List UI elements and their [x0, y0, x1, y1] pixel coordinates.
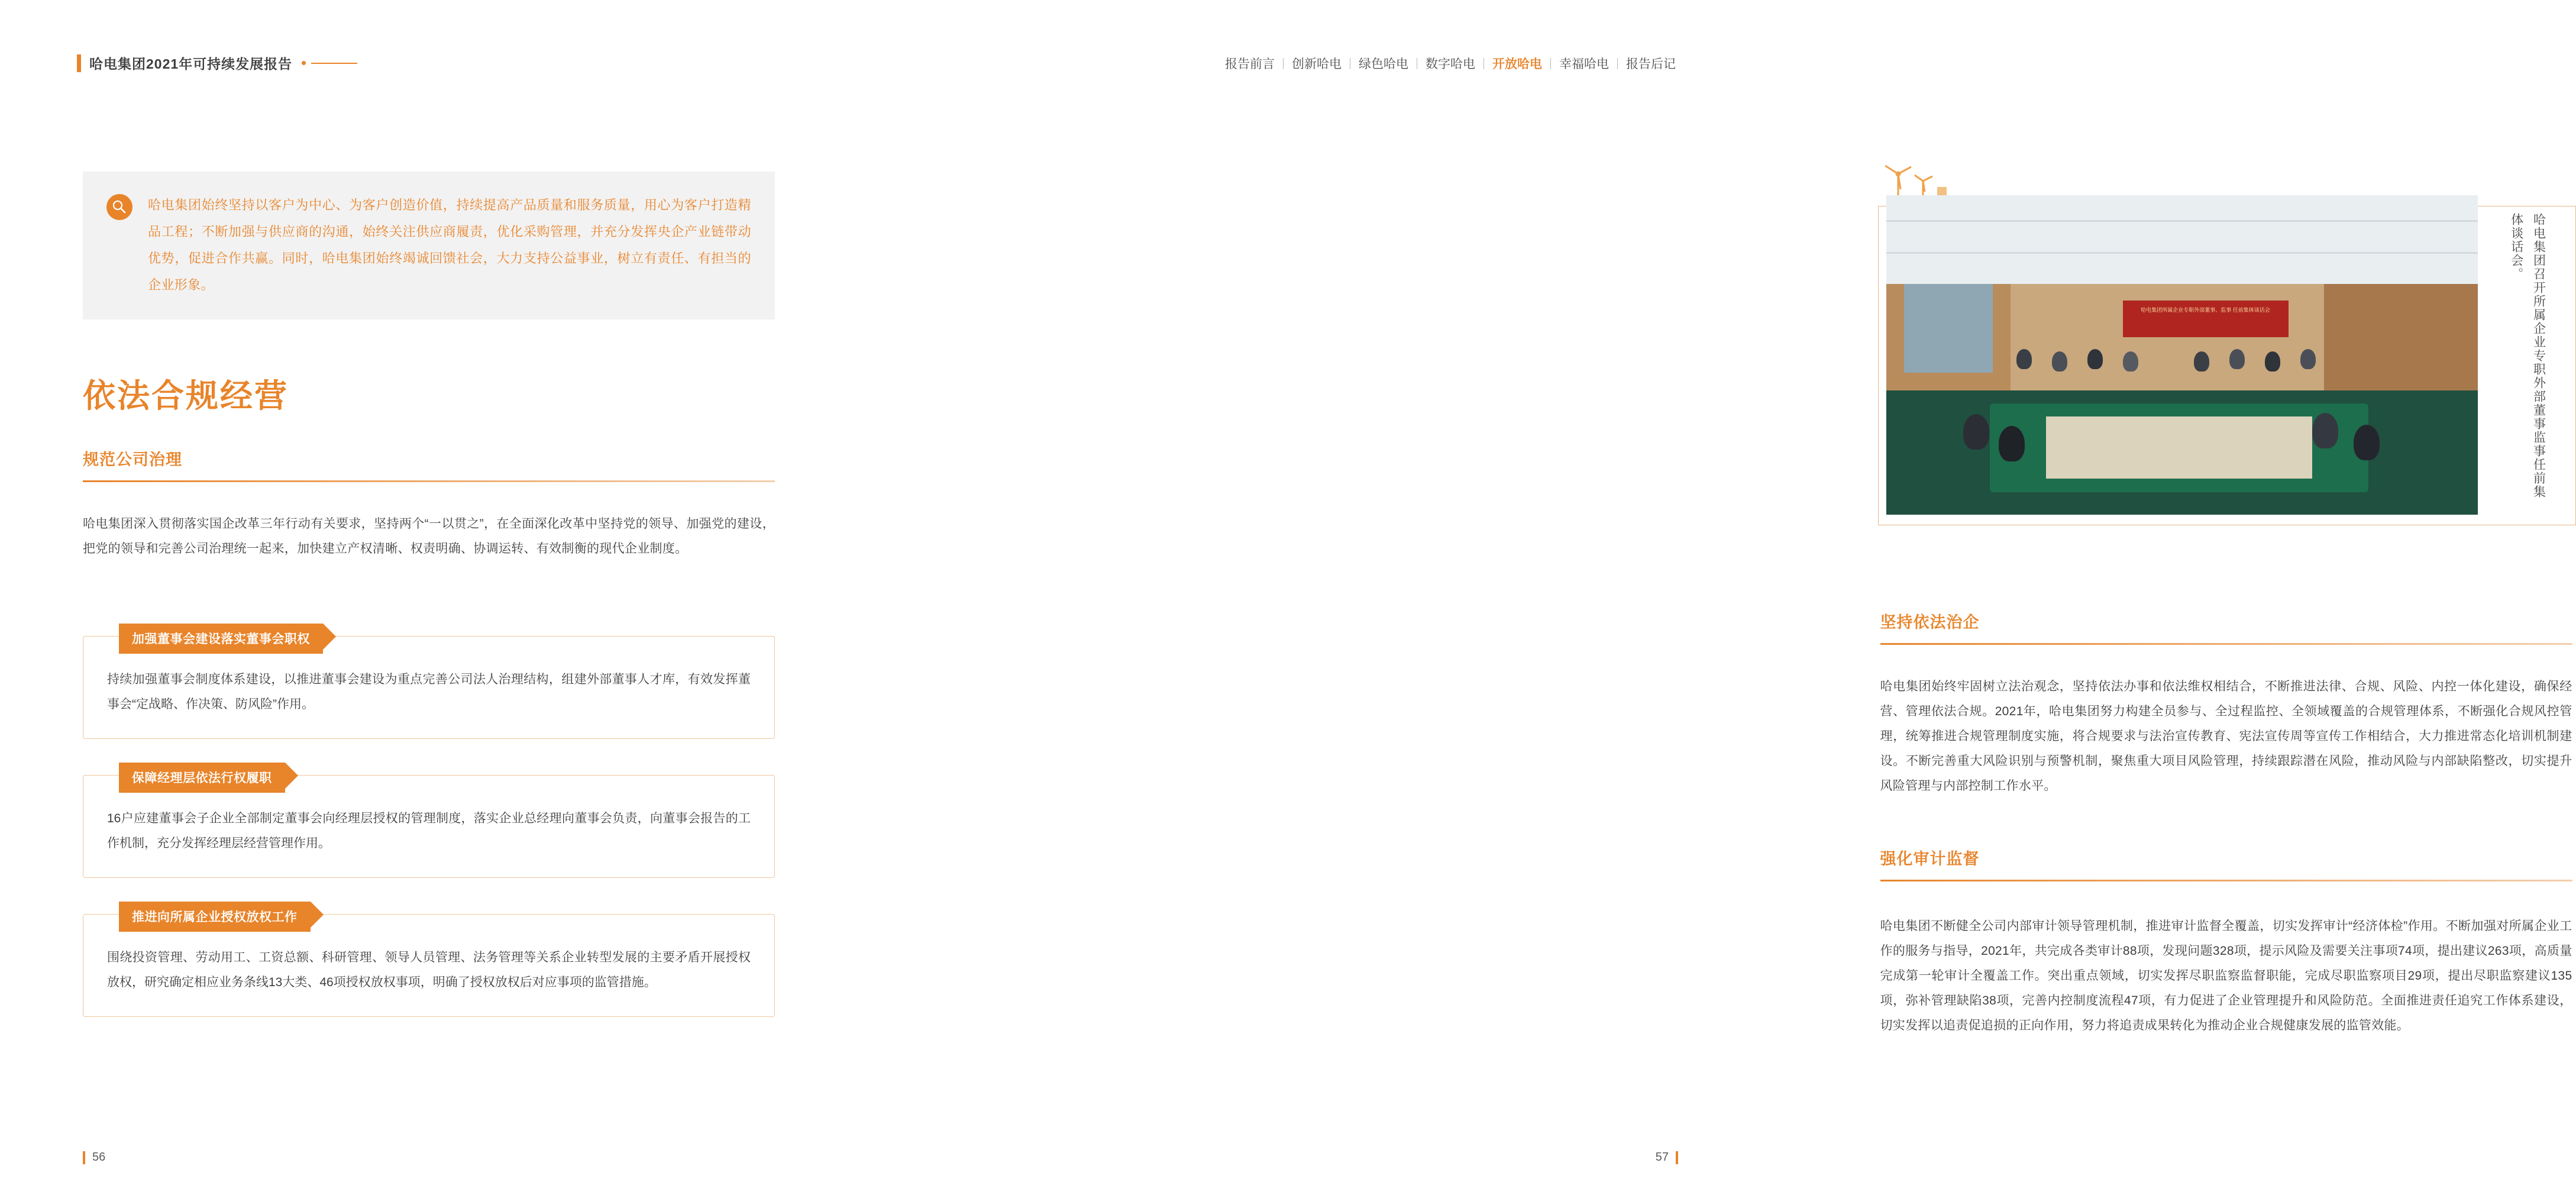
rule-of-law-paragraph: 哈电集团始终牢固树立法治观念，坚持依法办事和依法维权相结合，不断推进法律、合规、风险、内控一体化建设，确保经营、管理依法合规。2021年，哈电集团努力构建全员参与、全过程监控、全领域覆盖的合规管理体系，不断强化合规风控管理，统筹推进合规管理制度实施，将合规要求与法治宣传教育、宪法宣传周等宣传工作相结合，大力推进常态化培训机制建设。不断完善重大风险识别与预警机制，聚焦重大项目风险管理，持续跟踪潜在风险，推动风险与内部缺陷整改，切实提升风险管理与内部控制工作水平。: [1880, 680, 2572, 793]
photo-ceiling-line: [1886, 220, 2478, 222]
section-nav: [1217, 54, 1684, 72]
heading-rule: [1880, 643, 2572, 645]
heading-rule: [1880, 880, 2572, 881]
report-title: 哈电集团2021年可持续发展报告: [89, 56, 293, 72]
section-heading-text: 规范公司治理: [83, 451, 182, 469]
section-heading-rule-of-law: [1880, 609, 2572, 645]
meeting-photo: [1886, 195, 2478, 515]
nav-item-innovation[interactable]: 创新哈电: [1292, 57, 1342, 71]
photo-window: [1904, 284, 1993, 373]
card-tag: 加强董事会建设落实董事会职权: [119, 624, 323, 654]
audit-paragraph: 哈电集团不断健全公司内部审计领导管理机制，推进审计监督全覆盖，切实发挥审计“经济体检”作用。不断加强对所属企业工作的服务与指导，2021年，共完成各类审计88项，发现问题328项，提示风险及需要关注事项74项，提出建议263项，高质量完成第一轮审计全覆盖工作。突出重点领域，切实发挥尽职监察监督职能，完成尽职监察项目29项，提出尽职监察建议135项，弥补管理缺陷38项，完善内控制度流程47项，有力促进了企业管理提升和风险防范。全面推进责任追究工作体系建设，切实发挥以追责促追损的正向作用，努力将追责成果转化为推动企业合规健康发展的监管效能。: [1880, 919, 2572, 1032]
dash-icon: [311, 63, 357, 64]
header-brand: [77, 53, 357, 73]
nav-item-happiness[interactable]: 幸福哈电: [1559, 57, 1609, 71]
photo-banner-text: 哈电集团所属企业专职外部董事、监事 任前集体谈话会: [2141, 307, 2270, 313]
folio-number: 56: [92, 1151, 106, 1164]
governance-paragraph: 哈电集团深入贯彻落实国企改革三年行动有关要求，坚持两个“一以贯之”，在全面深化改革中坚持党的领导、加强党的建设，把党的领导和完善公司治理统一起来，加快建立产权清晰、权责明确、协调运转、有效制衡的现代企业制度。: [83, 517, 775, 555]
section-heading-governance: [83, 447, 775, 482]
right-page: [881, 0, 2572, 1195]
info-card: [83, 771, 775, 878]
nav-item-preface[interactable]: 报告前言: [1225, 57, 1275, 71]
card-text: 围绕投资管理、劳动用工、工资总额、科研管理、领导人员管理、法务管理等关系企业转型发展的主要矛盾开展授权放权，研究确定相应业务条线13大类、46项授权放权事项，明确了授权放权后对应事项的监管措施。: [107, 951, 751, 989]
section-heading-text: 坚持依法治企: [1880, 613, 1980, 631]
header-accent-bar: [77, 54, 81, 72]
card-tag: 保障经理层依法行权履职: [119, 763, 285, 793]
header-dots-decoration: [302, 61, 357, 65]
photo-banner: [2123, 301, 2289, 337]
photo-caption: 哈电集团召开所属企业专职外部董事监事任前集体谈话会。: [2509, 213, 2546, 499]
card-text: 持续加强董事会制度体系建设，以推进董事会建设为重点完善公司法人治理结构，组建外部董事人才库，有效发挥董事会“定战略、作决策、防风险”作用。: [107, 673, 751, 711]
heading-rule: [83, 480, 775, 482]
section-heading-audit: [1880, 846, 2572, 881]
folio-bar: [1676, 1151, 1678, 1164]
nav-item-open[interactable]: 开放哈电: [1492, 57, 1542, 71]
page-title: 依法合规经营: [83, 377, 289, 414]
page-number-left: [83, 1151, 105, 1164]
info-card: [83, 910, 775, 1017]
info-card: [83, 632, 775, 739]
nav-item-digital[interactable]: 数字哈电: [1426, 57, 1475, 71]
left-page: [0, 0, 881, 1195]
photo-ceiling: [1886, 195, 2478, 284]
callout-box: [83, 172, 775, 319]
photo-attendees-back: [2005, 343, 2360, 385]
section-heading-text: 强化审计监督: [1880, 850, 1980, 868]
card-text: 16户应建董事会子企业全部制定董事会向经理层授权的管理制度，落实企业总经理向董事会负责，向董事会报告的工作机制，充分发挥经理层经营管理作用。: [107, 812, 751, 850]
card-tag: 推进向所属企业授权放权工作: [119, 902, 311, 932]
nav-item-green[interactable]: 绿色哈电: [1359, 57, 1408, 71]
folio-number: 57: [1655, 1151, 1669, 1164]
photo-attendees-front: [1957, 396, 2407, 473]
callout-text: 哈电集团始终坚持以客户为中心、为客户创造价值，持续提高产品质量和服务质量，用心为客户打造精品工程；不断加强与供应商的沟通，始终关注供应商履责，优化采购管理，并充分发挥央企产业链带动优势，促进合作共赢。同时，哈电集团始终竭诚回馈社会，大力支持公益事业，树立有责任、有担当的企业形象。: [148, 198, 751, 293]
search-icon: [106, 194, 132, 220]
folio-bar: [83, 1151, 85, 1164]
dot-icon: [302, 61, 306, 65]
nav-item-postscript[interactable]: 报告后记: [1626, 57, 1676, 71]
page-number-right: [1656, 1151, 1678, 1164]
photo-ceiling-line: [1886, 252, 2478, 254]
